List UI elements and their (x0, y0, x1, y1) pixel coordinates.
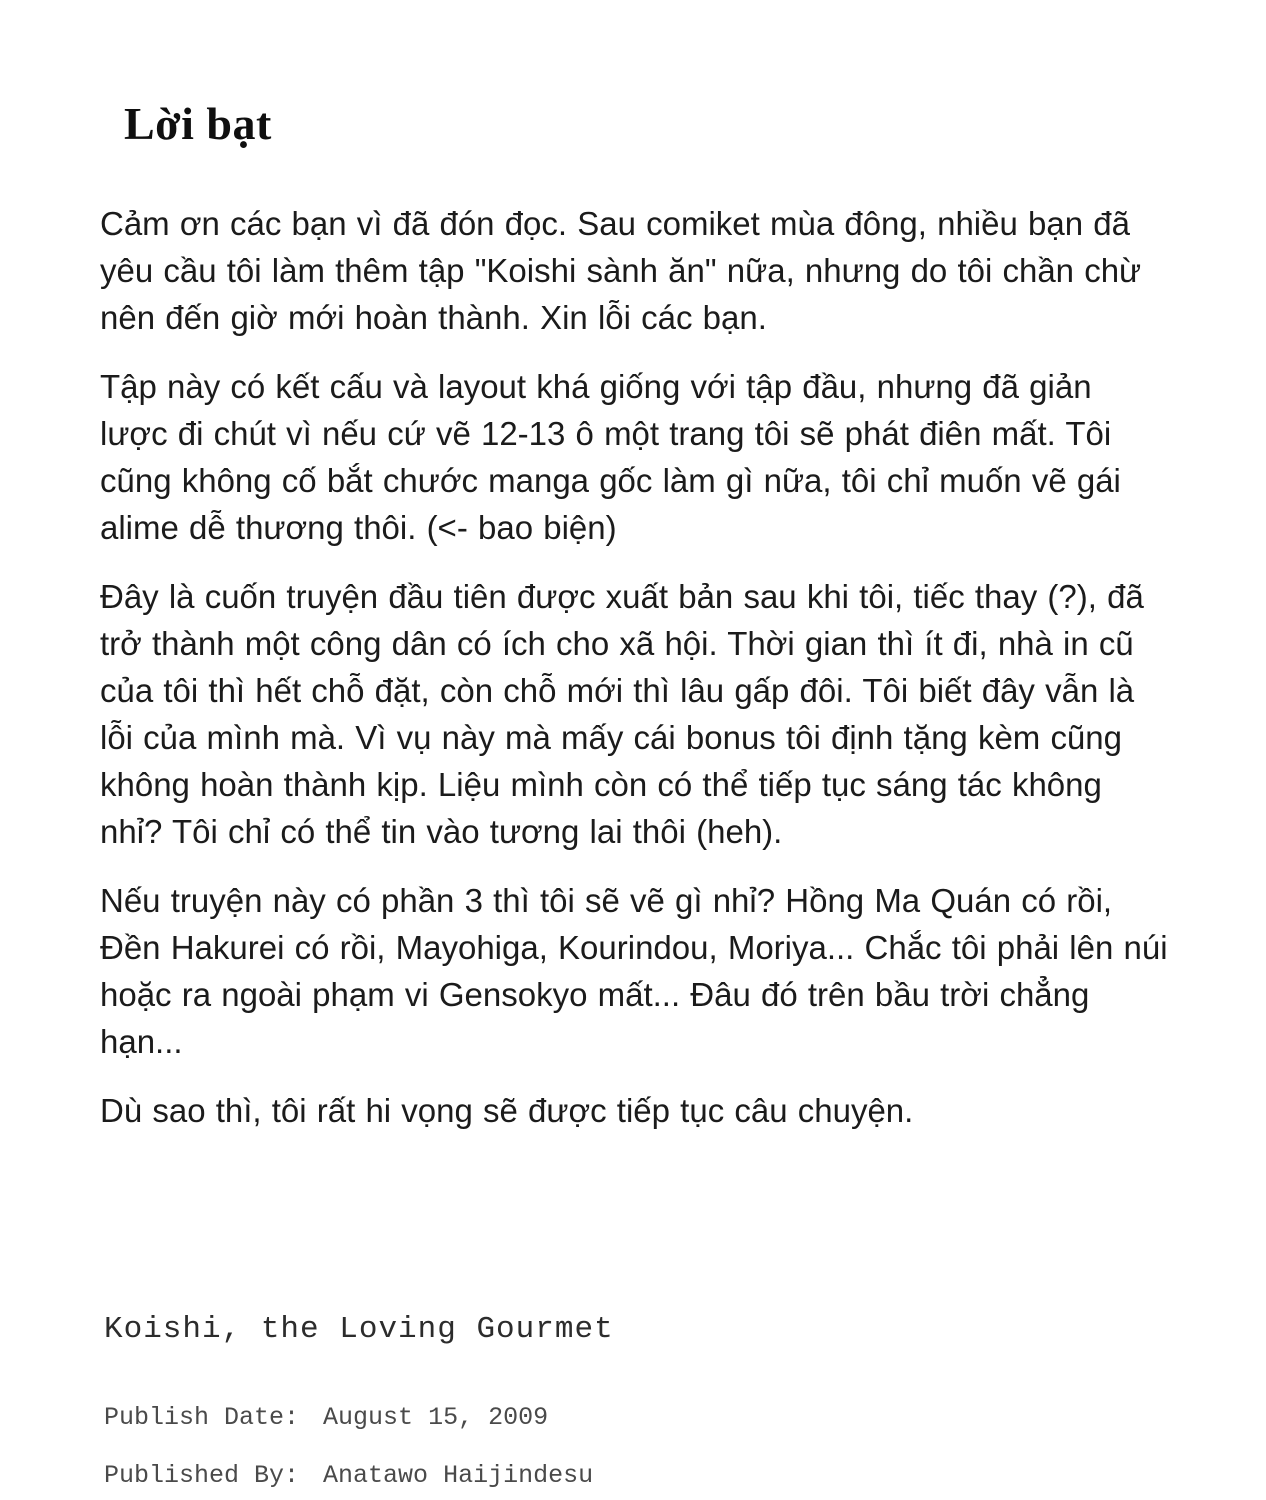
published-by-value: Anatawo Haijindesu (323, 1461, 594, 1490)
paragraph-closing: Dù sao thì, tôi rất hi vọng sẽ được tiếp tục câu chuyện. (100, 1092, 914, 1129)
published-by-line (104, 1461, 614, 1490)
publish-date-line (104, 1403, 614, 1432)
publish-date-value: August 15, 2009 (323, 1403, 549, 1432)
book-title: Koishi, the Loving Gourmet (104, 1312, 614, 1347)
paragraph-layout: Tập này có kết cấu và layout khá giống với tập đầu, nhưng đã giản lược đi chút vì nếu cứ vẽ 12-13 ô một trang tôi sẽ phát điên mất. Tôi cũng không cố bắt chước manga gốc làm gì nữa, tôi chỉ muốn vẽ gái alime dễ thương thôi. (<- bao biện) (100, 368, 1121, 546)
page-title: Lời bạt (124, 98, 272, 149)
afterword-body (100, 200, 1168, 1156)
published-by-label: Published By: (104, 1461, 300, 1490)
publication-info (104, 1312, 614, 1490)
publish-date-label: Publish Date: (104, 1403, 300, 1432)
paragraph-part-3: Nếu truyện này có phần 3 thì tôi sẽ vẽ gì nhỉ? Hồng Ma Quán có rồi, Đền Hakurei có rồi, Mayohiga, Kourindou, Moriya... Chắc tôi phải lên núi hoặc ra ngoài phạm vi Gensokyo mất... Đâu đó trên bầu trời chẳng hạn... (100, 882, 1168, 1060)
paragraph-first-book: Đây là cuốn truyện đầu tiên được xuất bản sau khi tôi, tiếc thay (?), đã trở thành một công dân có ích cho xã hội. Thời gian thì ít đi, nhà in cũ của tôi thì hết chỗ đặt, còn chỗ mới thì lâu gấp đôi. Tôi biết đây vẫn là lỗi của mình mà. Vì vụ này mà mấy cái bonus tôi định tặng kèm cũng không hoàn thành kịp. Liệu mình còn có thể tiếp tục sáng tác không nhỉ? Tôi chỉ có thể tin vào tương lai thôi (heh). (100, 578, 1144, 850)
paragraph-thanks: Cảm ơn các bạn vì đã đón đọc. Sau comiket mùa đông, nhiều bạn đã yêu cầu tôi làm thêm tập "Koishi sành ăn" nữa, nhưng do tôi chần chừ nên đến giờ mới hoàn thành. Xin lỗi các bạn. (100, 205, 1142, 336)
